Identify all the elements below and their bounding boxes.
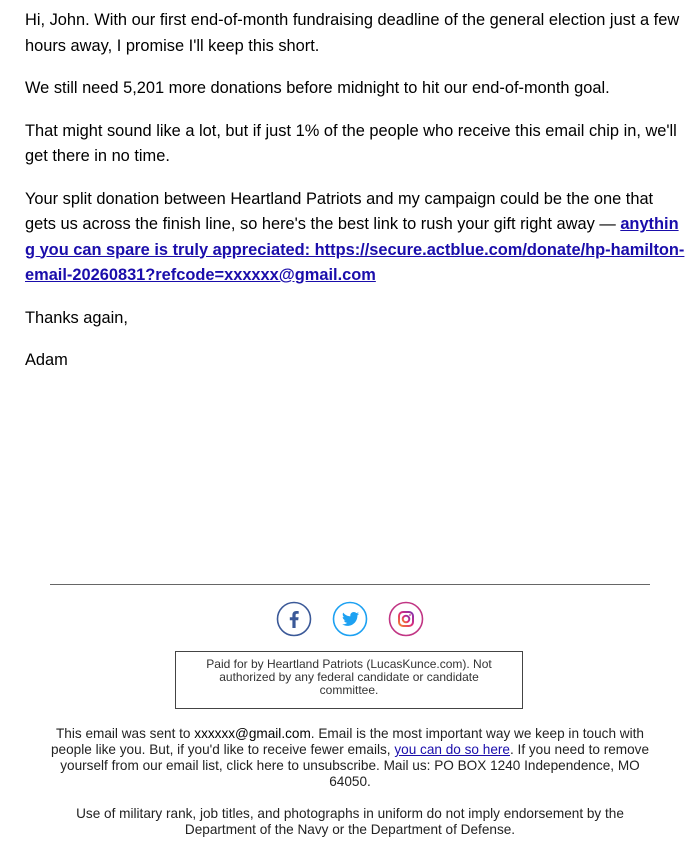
sent-to-suffix: . If you need to remove yourself from our email list, click here to unsubscribe. Mail us: PO BOX 1240 Independence, MO 64050. [60, 742, 650, 789]
sent-to-middle: . Email is the most important way we keep in touch with people like you. But, if you'd like to receive fewer emails, [50, 726, 644, 757]
fewer-emails-link[interactable]: you can do so here [394, 742, 510, 757]
split-donation-text: Your split donation between Heartland Patriots and my campaign could be the one that gets us across the finish line, so here's the best link to rush your gift right away — [25, 189, 654, 233]
instagram-icon[interactable] [388, 601, 424, 637]
paid-for-text: Paid for by Heartland Patriots (LucasKunce.com). Not authorized by any federal candidate or candidate committee. [206, 657, 492, 697]
goal-paragraph: We still need 5,201 more donations before midnight to hit our end-of-month goal. [25, 79, 610, 97]
signature: Adam [25, 351, 68, 369]
greeting-paragraph: Hi, John. With our first end-of-month fundraising deadline of the general election just a few hours away, I promise I'll keep this short. [25, 11, 680, 55]
recipient-email: xxxxxx@gmail.com [194, 726, 311, 741]
email-footer [45, 726, 655, 854]
email-body [25, 8, 685, 391]
split-donation-paragraph [25, 187, 685, 289]
thanks-text: Thanks again, [25, 308, 128, 327]
twitter-icon[interactable] [332, 601, 368, 637]
subscription-notice [45, 726, 655, 790]
chip-in-paragraph: That might sound like a lot, but if just 1% of the people who receive this email chip in, we'll get there in no time. [25, 121, 677, 165]
social-links [276, 601, 424, 637]
sent-to-prefix: This email was sent to [56, 726, 195, 741]
paid-for-disclaimer-box [175, 651, 523, 709]
donate-link[interactable]: anything you can spare is truly appreciated: https://secure.actblue.com/donate/hp-hamilton-email-20260831?refcode=xxxxxx@gmail.com [25, 215, 685, 284]
military-disclaimer: Use of military rank, job titles, and photographs in uniform do not imply endorsement by the Department of the Navy or the Department of Defense. [76, 806, 624, 837]
facebook-icon[interactable] [276, 601, 312, 637]
footer-divider [50, 584, 650, 585]
